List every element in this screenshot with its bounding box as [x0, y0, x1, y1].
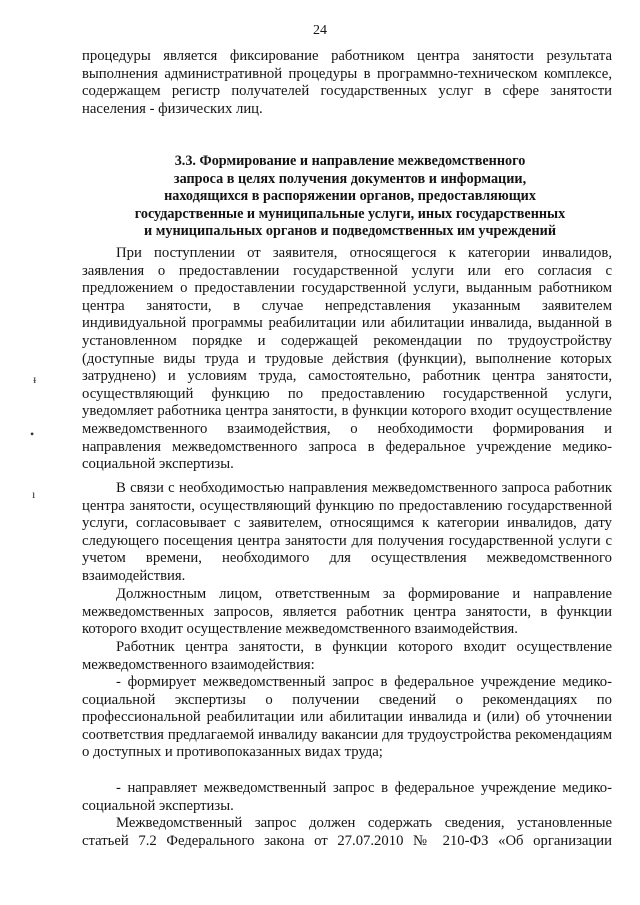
- list-item-forms-request: - формирует межведомственный запрос в федеральное учреждение медико-социальной экспертизы о получении сведений о рекомендациях по профессиональной реабилитации или абилитации инвалида и (или) об уточнении соответствия предлагаемой инвалиду вакансии для трудоустройства рекомендациям о доступных и противопоказанных видах труда;: [82, 674, 612, 761]
- intro-paragraph: процедуры является фиксирование работником центра занятости результата выполнения административной процедуры в программно-техническом комплексе, содержащем регистр получателей государственных услуг в сфере занятости населения - физических лиц.: [82, 48, 612, 117]
- section-heading-line: находящихся в распоряжении органов, предоставляющих: [164, 188, 536, 205]
- scan-margin-mark: ı: [32, 487, 36, 501]
- page-number: 24: [313, 23, 327, 38]
- section-heading: [90, 153, 610, 241]
- section-heading-line: запроса в целях получения документов и информации,: [173, 170, 527, 187]
- list-item-sends-request: - направляет межведомственный запрос в федеральное учреждение медико-социальной экспертизы.: [82, 780, 612, 814]
- paragraph-worker-duties: Работник центра занятости, в функции которого входит осуществление межведомственного взаимодействия:: [82, 639, 612, 673]
- paragraph-visit-date: В связи с необходимостью направления межведомственного запроса работник центра занятости, осуществляющий функцию по предоставлению государственной услуги, согласовывает с заявителем, относящимся к категории инвалидов, дату следующего посещения центра занятости для получения государственной услуги с учетом времени, необходимого для осуществления межведомственного взаимодействия.: [82, 480, 612, 584]
- section-heading-line: 3.3. Формирование и направление межведомственного: [174, 153, 526, 169]
- paragraph-request-contents: Межведомственный запрос должен содержать сведения, установленные статьей 7.2 Федерального закона от 27.07.2010 № 210-ФЗ «Об организации: [82, 815, 612, 849]
- section-heading-line: и муниципальных органов и подведомственных им учреждений: [143, 223, 556, 240]
- paragraph-responsible-person: Должностным лицом, ответственным за формирование и направление межведомственных запросов, является работник центра занятости, в функции которого входит осуществление межведомственного взаимодействия.: [82, 586, 612, 638]
- scan-margin-mark: ᵻ: [33, 372, 37, 386]
- paragraph-disability-request: При поступлении от заявителя, относящегося к категории инвалидов, заявления о предоставлении государственной услуги или его согласия с предложением о предоставлении государственной услуги, выданным работником центра занятости, в случае непредставления указанным заявителем индивидуальной программы реабилитации или абилитации инвалида, выданной в установленном порядке и содержащей рекомендации по трудоустройству (доступные виды труда и трудовые действия (функции), выполнение которых затруднено) и условиям труда, самостоятельно, работник центра занятости, осуществляющий функцию по предоставлению государственной услуги, уведомляет работника центра занятости, в функции которого входит осуществление межведомственного взаимодействия, о необходимости формирования и направления межведомственного запроса в федеральное учреждение медико-социальной экспертизы.: [82, 245, 612, 473]
- scan-margin-mark: •: [30, 427, 35, 441]
- section-heading-line: государственные и муниципальные услуги, иных государственных: [134, 205, 566, 222]
